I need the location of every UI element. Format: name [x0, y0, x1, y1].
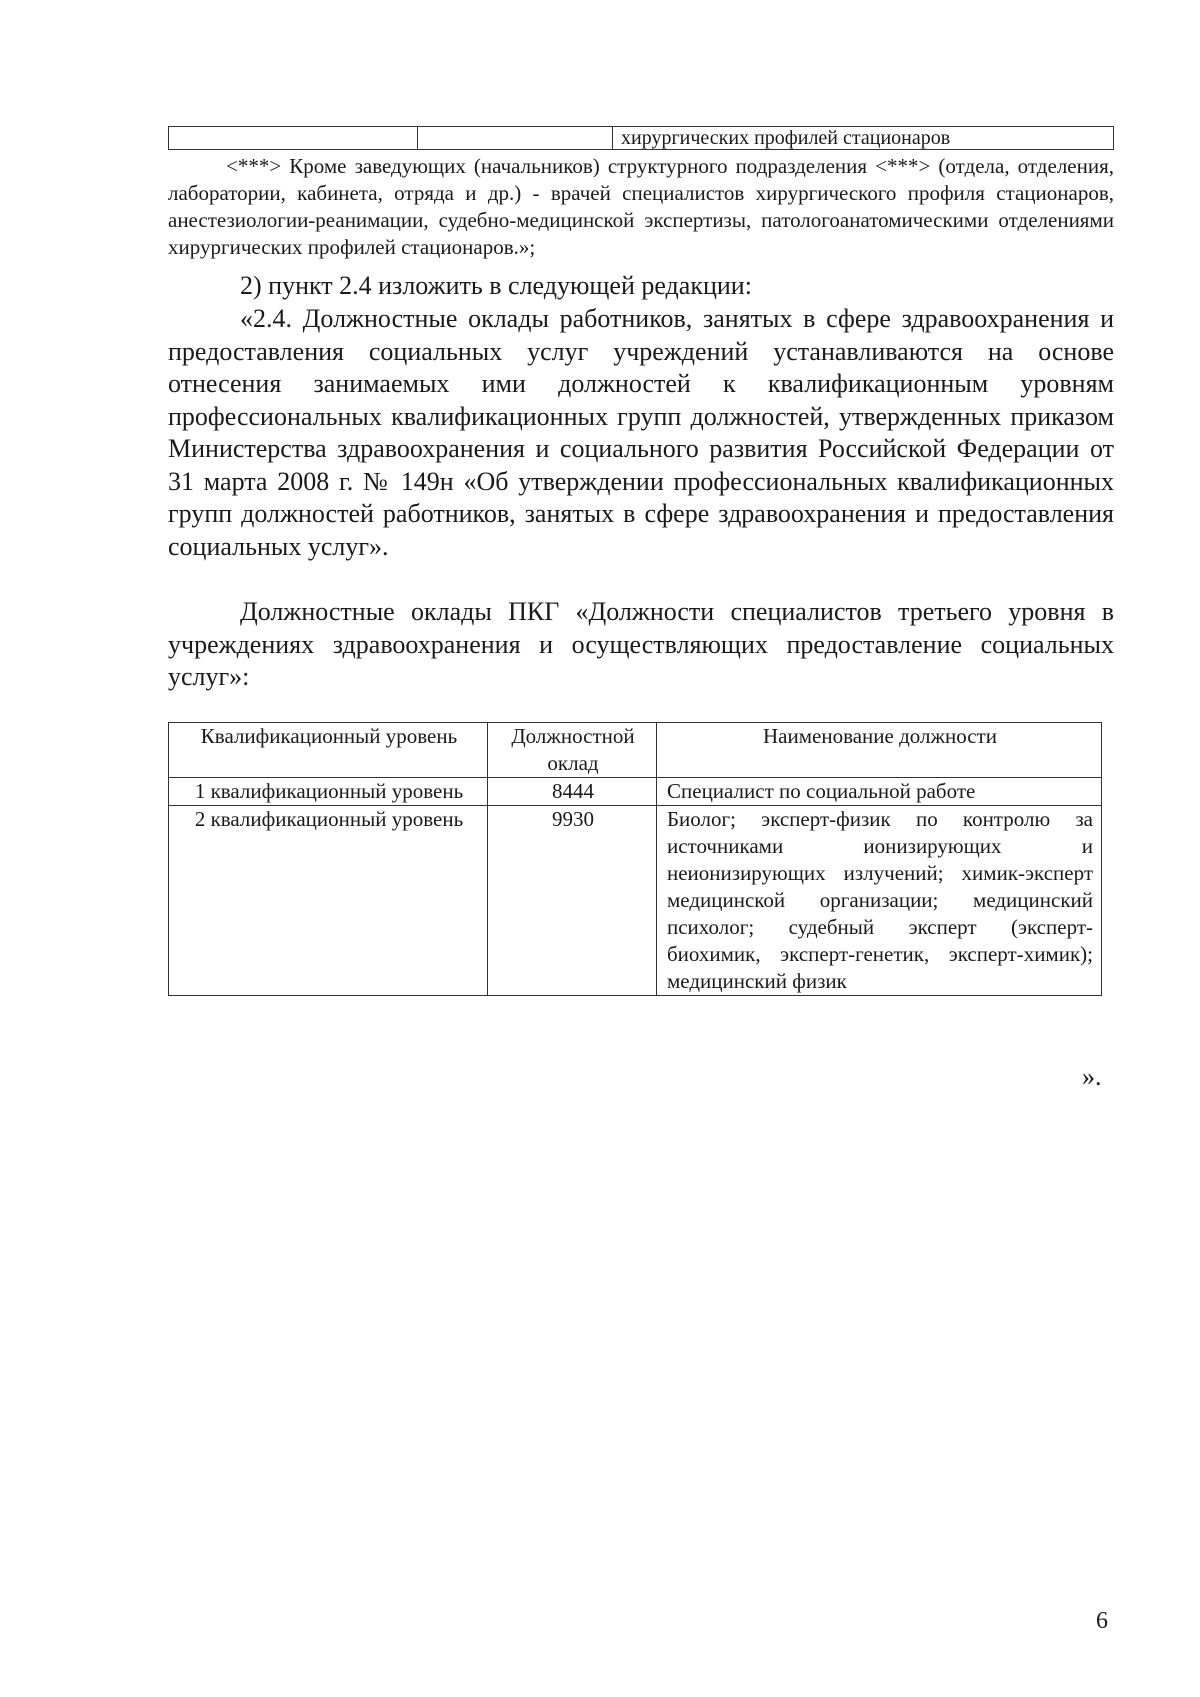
table-cell: [169, 127, 418, 150]
table-header-row: [169, 723, 1102, 778]
cell-position: Биолог; эксперт-физик по контролю за источниками ионизирующих и неионизирующих излучений; химик-эксперт медицинской организации; медицинский психолог; судебный эксперт (эксперт-биохимик, эксперт-генетик, эксперт-химик); медицинский физик: [657, 806, 1102, 996]
page-number: 6: [1096, 1608, 1108, 1634]
footnote-paragraph: <***> Кроме заведующих (начальников) структурного подразделения <***> (отдела, отделения, лаборатории, кабинета, отряда и др.) - врачей специалистов хирургического профиля стационаров, анестезиологии-реанимации, судебно-медицинской экспертизы, патологоанатомическими отделениями хирургических профилей стационаров.»;: [168, 154, 1114, 259]
item-2-paragraph: 2) пункт 2.4 изложить в следующей редакции:: [240, 271, 752, 300]
pkg-intro-paragraph: Должностные оклады ПКГ «Должности специалистов третьего уровня в учреждениях здравоохранения и осуществляющих предоставление социальных услуг»:: [168, 597, 1114, 691]
continuation-table: [168, 126, 1114, 150]
table-cell: хирургических профилей стационаров: [613, 127, 1114, 150]
cell-salary: 9930: [488, 806, 657, 996]
table-cell: [418, 127, 613, 150]
header-salary: Должностной оклад: [488, 723, 657, 778]
cell-level: 2 квалификационный уровень: [169, 806, 488, 996]
header-position: Наименование должности: [657, 723, 1102, 778]
item-2-4-paragraph: «2.4. Должностные оклады работников, занятых в сфере здравоохранения и предоставления социальных услуг учреждений устанавливаются на основе отнесения занимаемых ими должностей к квалификационным уровням профессиональных квалификационных групп должностей, утвержденных приказом Министерства здравоохранения и социального развития Российской Федерации от 31 марта 2008 г. № 149н «Об утверждении профессиональных квалификационных групп должностей работников, занятых в сфере здравоохранения и предоставления социальных услуг».: [168, 304, 1114, 561]
table-row: [169, 806, 1102, 996]
table-row: [169, 127, 1114, 150]
salary-table: [168, 722, 1102, 996]
header-level: Квалификационный уровень: [169, 723, 488, 778]
cell-salary: 8444: [488, 778, 657, 806]
table-row: [169, 778, 1102, 806]
closing-quote: ».: [1082, 1062, 1102, 1091]
cell-level: 1 квалификационный уровень: [169, 778, 488, 806]
cell-position: Специалист по социальной работе: [657, 778, 1102, 806]
